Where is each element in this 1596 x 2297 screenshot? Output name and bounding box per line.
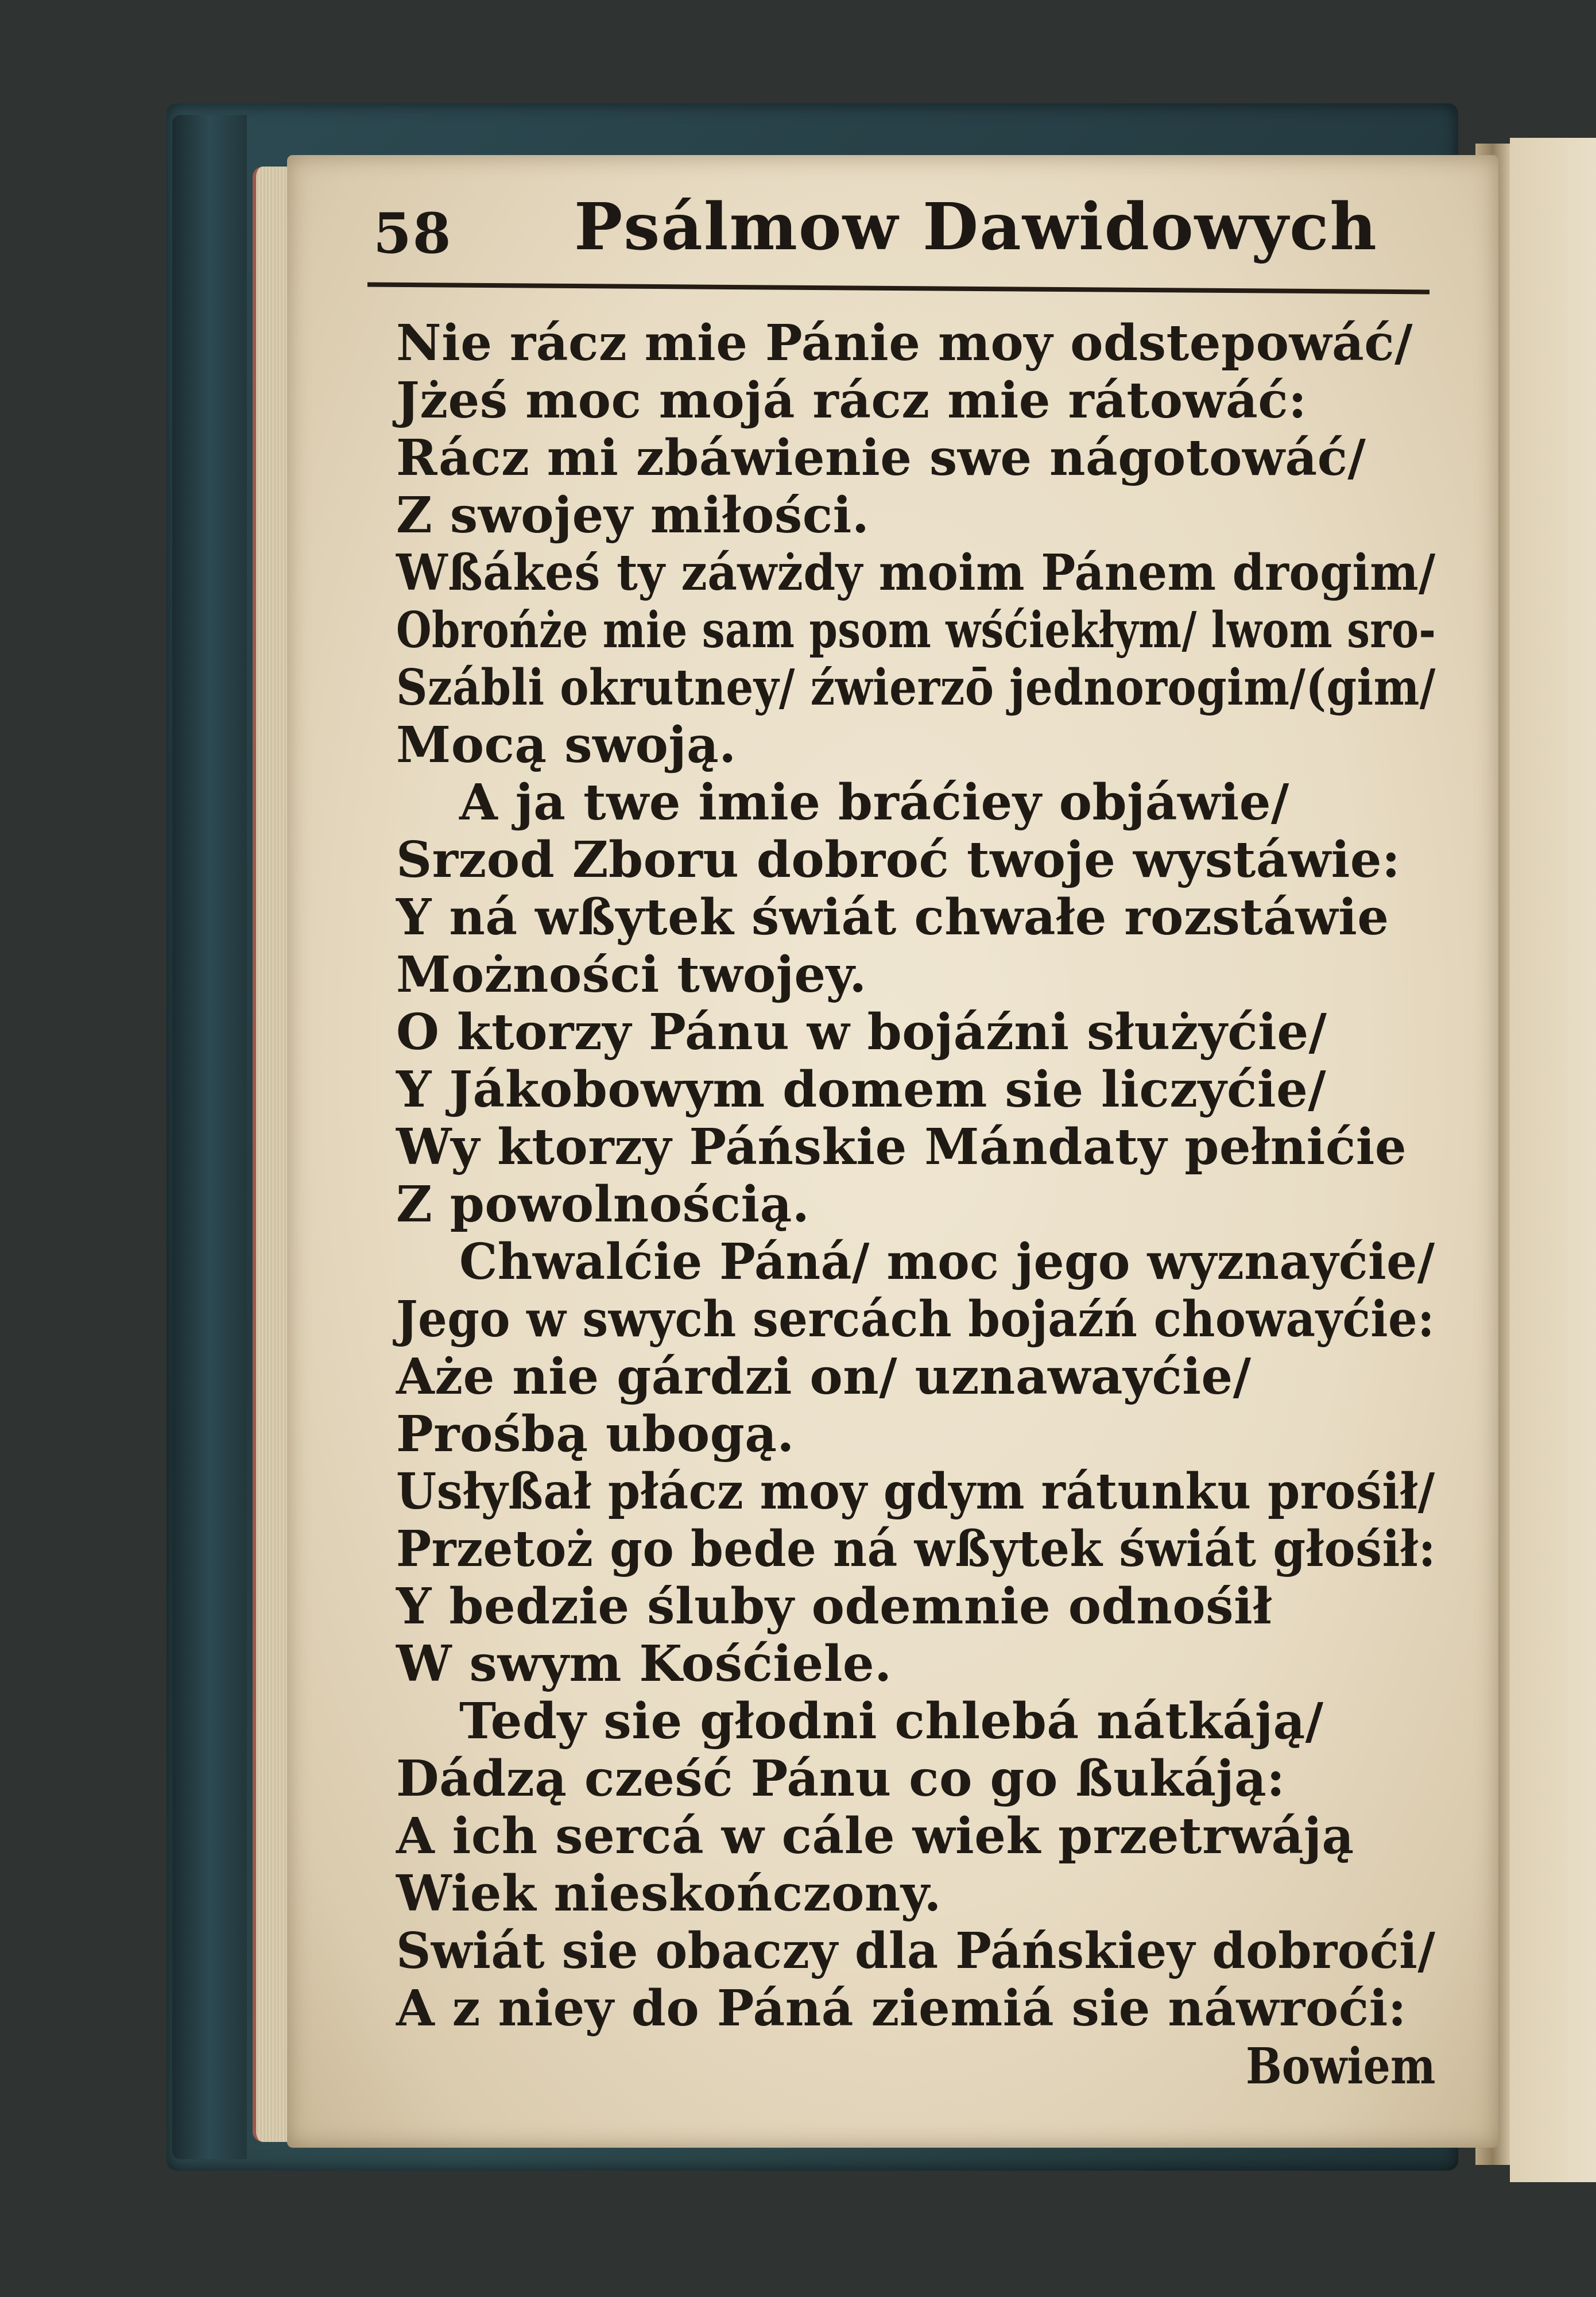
- text-line: Obrońże mie sam psom wśćiekłym/ lwom sro-: [396, 601, 1436, 659]
- text-line: Y bedzie śluby odemnie odnośił: [396, 1577, 1272, 1635]
- text-line: Rácz mi zbáwienie swe nágotowáć/: [396, 429, 1366, 487]
- text-line: O ktorzy Pánu w bojáźni służyćie/: [396, 1003, 1327, 1061]
- text-line: Z swojey miłości.: [396, 486, 870, 544]
- text-line: Y Jákobowym domem sie liczyćie/: [396, 1061, 1327, 1119]
- text-line: Jżeś moc mojá rácz mie rátowáć:: [396, 372, 1307, 430]
- text-line: Wy ktorzy Páńskie Mándaty pełnićie: [396, 1118, 1407, 1176]
- text-line: Z powolnością.: [396, 1175, 810, 1233]
- text-line: Nie rácz mie Pánie moy odstepowáć/: [396, 314, 1413, 372]
- text-line: Przetoż go bede ná wßytek świát głośił:: [396, 1520, 1436, 1578]
- text-line: Szábli okrutney/ źwierzō jednorogim/(gim/: [396, 659, 1436, 717]
- text-line: Chwalćie Páná/ moc jego wyznayćie/: [459, 1233, 1435, 1291]
- text-line: A ich sercá w cále wiek przetrwáją: [396, 1807, 1354, 1865]
- page-number: 58: [373, 201, 452, 266]
- text-line: Srzod Zboru dobroć twoje wystáwie:: [396, 831, 1401, 889]
- cover-spine-edge: [172, 115, 247, 2159]
- text-line: Swiát sie obaczy dla Páńskiey dobroći/: [396, 1922, 1436, 1980]
- running-title: Psálmow Dawidowych: [574, 190, 1378, 265]
- text-line: W swym Kośćiele.: [396, 1635, 892, 1693]
- text-line: Usłyßał płácz moy gdym rátunku prośił/: [396, 1463, 1435, 1521]
- text-line: Wßákeś ty záwżdy moim Pánem drogim/: [396, 544, 1436, 602]
- text-line: A z niey do Páná ziemiá sie náwroći:: [396, 1979, 1407, 2037]
- text-line: Dádzą cześć Pánu co go ßukáją:: [396, 1750, 1285, 1808]
- text-line: Wiek nieskończony.: [396, 1865, 942, 1923]
- text-line: Prośbą ubogą.: [396, 1405, 795, 1463]
- text-line: Tedy sie głodni chlebá nátkáją/: [459, 1692, 1324, 1750]
- facing-page: [1510, 138, 1596, 2182]
- text-line: Możności twojey.: [396, 946, 867, 1004]
- text-line: Jego w swych sercách bojaźń chowayćie:: [396, 1290, 1435, 1348]
- catchword: Bowiem: [1246, 2037, 1436, 2095]
- text-line: Y ná wßytek świát chwałe rozstáwie: [396, 888, 1389, 946]
- text-line: Mocą swoją.: [396, 716, 737, 774]
- text-line: Aże nie gárdzi on/ uznawayćie/: [396, 1348, 1252, 1406]
- text-line: A ja twe imie bráćiey objáwie/: [459, 774, 1289, 832]
